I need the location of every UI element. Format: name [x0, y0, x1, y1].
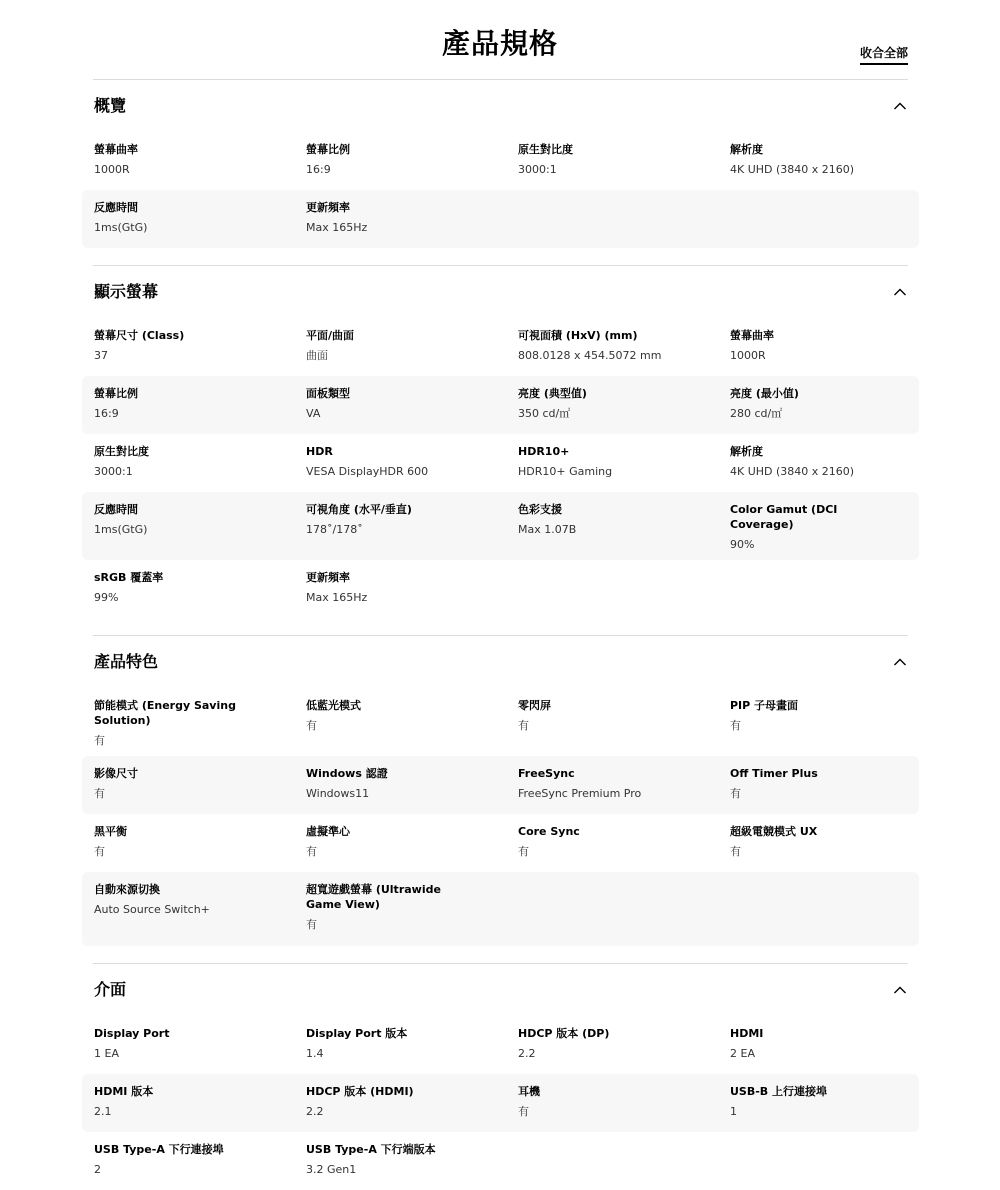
spec-label: HDMI 版本 — [94, 1085, 154, 1098]
spec-row — [82, 492, 919, 560]
spec-row — [82, 132, 919, 190]
spec-value: 有 — [306, 719, 317, 732]
spec-value: 3000:1 — [518, 163, 557, 176]
spec-value: 1 — [730, 1105, 737, 1118]
spec-item — [518, 698, 730, 756]
spec-item — [730, 1084, 942, 1132]
spec-label: 螢幕曲率 — [730, 329, 774, 342]
spec-rows — [82, 1016, 919, 1190]
spec-value: 2 — [94, 1163, 101, 1176]
spec-row — [82, 756, 919, 814]
spec-label: USB Type-A 下行連接埠 — [94, 1143, 224, 1156]
spec-rows — [82, 318, 919, 618]
chevron-up-icon[interactable] — [892, 982, 908, 998]
spec-item — [518, 766, 730, 814]
spec-value: 有 — [730, 787, 741, 800]
section-title: 顯示螢幕 — [94, 282, 159, 301]
spec-item — [518, 824, 730, 872]
spec-label: Off Timer Plus — [730, 767, 818, 780]
section-header[interactable] — [93, 80, 908, 132]
spec-label: HDR10+ — [518, 445, 570, 458]
section-title: 介面 — [94, 980, 127, 999]
spec-value: 2.1 — [94, 1105, 112, 1118]
spec-rows — [82, 132, 919, 248]
spec-label: HDCP 版本 (DP) — [518, 1027, 610, 1040]
spec-value: 2.2 — [306, 1105, 324, 1118]
spec-label: 解析度 — [730, 143, 763, 156]
spec-item — [518, 386, 730, 434]
spec-value: 有 — [94, 734, 105, 747]
spec-item — [94, 444, 306, 492]
spec-item — [730, 1026, 942, 1074]
spec-label: 螢幕比例 — [94, 387, 138, 400]
spec-label: Display Port 版本 — [306, 1027, 408, 1040]
spec-item — [518, 502, 730, 560]
spec-label: 超寬遊戲螢幕 (Ultrawide Game View) — [306, 883, 441, 911]
spec-value: VA — [306, 407, 321, 420]
spec-value: 808.0128 x 454.5072 mm — [518, 349, 662, 362]
spec-sections — [82, 79, 919, 1190]
spec-label: HDCP 版本 (HDMI) — [306, 1085, 414, 1098]
spec-item — [518, 1026, 730, 1074]
spec-row — [82, 1074, 919, 1132]
spec-item — [94, 570, 306, 618]
spec-item — [518, 328, 730, 376]
spec-item — [306, 1084, 518, 1132]
spec-label: sRGB 覆蓋率 — [94, 571, 164, 584]
spec-item — [306, 328, 518, 376]
spec-item — [730, 698, 942, 756]
spec-row — [82, 1132, 919, 1190]
spec-section-features — [93, 635, 908, 946]
spec-label: 耳機 — [518, 1085, 540, 1098]
spec-label: 螢幕比例 — [306, 143, 350, 156]
spec-value: HDR10+ Gaming — [518, 465, 613, 478]
spec-value: 有 — [730, 845, 741, 858]
spec-item — [306, 766, 518, 814]
spec-value: 1ms(GtG) — [94, 523, 148, 536]
spec-value: 有 — [94, 787, 105, 800]
spec-item — [94, 766, 306, 814]
spec-item — [306, 1026, 518, 1074]
section-title: 概覽 — [94, 96, 127, 115]
section-header[interactable] — [93, 266, 908, 318]
spec-item — [306, 502, 518, 560]
spec-value: 1000R — [730, 349, 766, 362]
spec-item — [730, 386, 942, 434]
spec-item — [94, 328, 306, 376]
spec-value: 有 — [518, 1105, 529, 1118]
chevron-up-icon[interactable] — [892, 284, 908, 300]
spec-row — [82, 318, 919, 376]
spec-item — [730, 766, 942, 814]
spec-label: 螢幕尺寸 (Class) — [94, 329, 185, 342]
spec-label: 原生對比度 — [94, 445, 149, 458]
spec-label: USB-B 上行連接埠 — [730, 1085, 828, 1098]
section-header[interactable] — [93, 964, 908, 1016]
spec-value: 37 — [94, 349, 108, 362]
spec-label: 反應時間 — [94, 503, 138, 516]
spec-item — [730, 142, 942, 190]
spec-label: 螢幕曲率 — [94, 143, 138, 156]
spec-value: 1.4 — [306, 1047, 324, 1060]
spec-value: Windows11 — [306, 787, 370, 800]
spec-label: 原生對比度 — [518, 143, 573, 156]
spec-value: 有 — [306, 845, 317, 858]
spec-item — [306, 1142, 518, 1190]
spec-label: 更新頻率 — [306, 571, 350, 584]
spec-value: 1000R — [94, 163, 130, 176]
spec-item — [94, 1142, 306, 1190]
spec-label: Color Gamut (DCI Coverage) — [730, 503, 838, 531]
spec-label: 虛擬準心 — [306, 825, 350, 838]
spec-label: Display Port — [94, 1027, 170, 1040]
spec-label: 亮度 (典型值) — [518, 387, 587, 400]
spec-item — [730, 328, 942, 376]
spec-label: 節能模式 (Energy Saving Solution) — [94, 699, 236, 727]
spec-label: USB Type-A 下行端版本 — [306, 1143, 436, 1156]
spec-item — [94, 1084, 306, 1132]
spec-item — [94, 824, 306, 872]
spec-section-display — [93, 265, 908, 618]
spec-label: 超級電競模式 UX — [730, 825, 818, 838]
spec-label: 亮度 (最小值) — [730, 387, 799, 400]
spec-value: 90% — [730, 538, 755, 551]
spec-label: 可視角度 (水平/垂直) — [306, 503, 412, 516]
spec-row — [82, 560, 919, 618]
spec-item — [94, 1026, 306, 1074]
spec-label: 色彩支援 — [518, 503, 562, 516]
spec-item — [306, 142, 518, 190]
spec-label: 解析度 — [730, 445, 763, 458]
spec-item — [306, 570, 518, 618]
spec-value: 有 — [94, 845, 105, 858]
spec-label: 更新頻率 — [306, 201, 350, 214]
spec-value: Max 1.07B — [518, 523, 577, 536]
spec-item — [306, 444, 518, 492]
spec-value: 有 — [518, 845, 529, 858]
spec-item — [306, 386, 518, 434]
spec-item — [94, 698, 306, 756]
spec-item — [518, 1084, 730, 1132]
spec-value: 有 — [518, 719, 529, 732]
spec-row — [82, 814, 919, 872]
spec-value: VESA DisplayHDR 600 — [306, 465, 429, 478]
spec-item — [518, 444, 730, 492]
spec-value: 有 — [730, 719, 741, 732]
spec-label: 影像尺寸 — [94, 767, 138, 780]
spec-value: 16:9 — [306, 163, 331, 176]
spec-value: 178˚/178˚ — [306, 523, 363, 536]
collapse-all-button[interactable]: 收合全部 — [860, 44, 908, 65]
spec-label: 黑平衡 — [94, 825, 127, 838]
spec-label: 可視面積 (HxV) (mm) — [518, 329, 638, 342]
spec-value: 有 — [306, 918, 317, 931]
spec-value: 1 EA — [94, 1047, 119, 1060]
spec-item — [730, 444, 942, 492]
spec-value: 2 EA — [730, 1047, 755, 1060]
spec-value: 4K UHD (3840 x 2160) — [730, 163, 855, 176]
spec-label: 低藍光模式 — [306, 699, 361, 712]
spec-row — [82, 872, 919, 946]
spec-value: 3.2 Gen1 — [306, 1163, 357, 1176]
spec-item — [730, 502, 942, 560]
spec-row — [82, 1016, 919, 1074]
spec-item — [94, 882, 306, 946]
spec-item — [306, 824, 518, 872]
page-title: 產品規格 — [441, 27, 558, 60]
spec-value: 1ms(GtG) — [94, 221, 148, 234]
spec-label: 反應時間 — [94, 201, 138, 214]
spec-label: Windows 認證 — [306, 767, 388, 780]
chevron-up-icon[interactable] — [892, 98, 908, 114]
spec-item — [94, 200, 306, 248]
section-title: 產品特色 — [94, 652, 159, 671]
spec-rows — [82, 688, 919, 946]
spec-label: HDR — [306, 445, 333, 458]
spec-row — [82, 688, 919, 756]
spec-row — [82, 434, 919, 492]
spec-label: PIP 子母畫面 — [730, 699, 799, 712]
chevron-up-icon[interactable] — [892, 654, 908, 670]
spec-label: Core Sync — [518, 825, 580, 838]
spec-value: Auto Source Switch+ — [94, 903, 210, 916]
spec-item — [518, 142, 730, 190]
spec-label: 自動來源切換 — [94, 883, 160, 896]
spec-row — [82, 190, 919, 248]
spec-value: FreeSync Premium Pro — [518, 787, 642, 800]
spec-value: 16:9 — [94, 407, 119, 420]
spec-section-interface — [93, 963, 908, 1190]
spec-label: 平面/曲面 — [306, 329, 355, 342]
spec-value: Max 165Hz — [306, 591, 368, 604]
spec-item — [306, 882, 518, 946]
spec-value: 曲面 — [306, 349, 328, 362]
spec-label: 面板類型 — [306, 387, 350, 400]
spec-value: 4K UHD (3840 x 2160) — [730, 465, 855, 478]
spec-item — [730, 824, 942, 872]
spec-value: Max 165Hz — [306, 221, 368, 234]
spec-item — [94, 386, 306, 434]
spec-item — [94, 502, 306, 560]
spec-row — [82, 376, 919, 434]
spec-value: 280 cd/㎡ — [730, 407, 783, 420]
spec-item — [306, 698, 518, 756]
section-header[interactable] — [93, 636, 908, 688]
spec-label: 零閃屏 — [518, 699, 551, 712]
spec-value: 2.2 — [518, 1047, 536, 1060]
spec-item — [94, 142, 306, 190]
spec-value: 99% — [94, 591, 119, 604]
spec-label: FreeSync — [518, 767, 575, 780]
spec-section-overview — [93, 79, 908, 248]
spec-value: 350 cd/㎡ — [518, 407, 571, 420]
spec-item — [306, 200, 518, 248]
spec-value: 3000:1 — [94, 465, 133, 478]
spec-label: HDMI — [730, 1027, 764, 1040]
